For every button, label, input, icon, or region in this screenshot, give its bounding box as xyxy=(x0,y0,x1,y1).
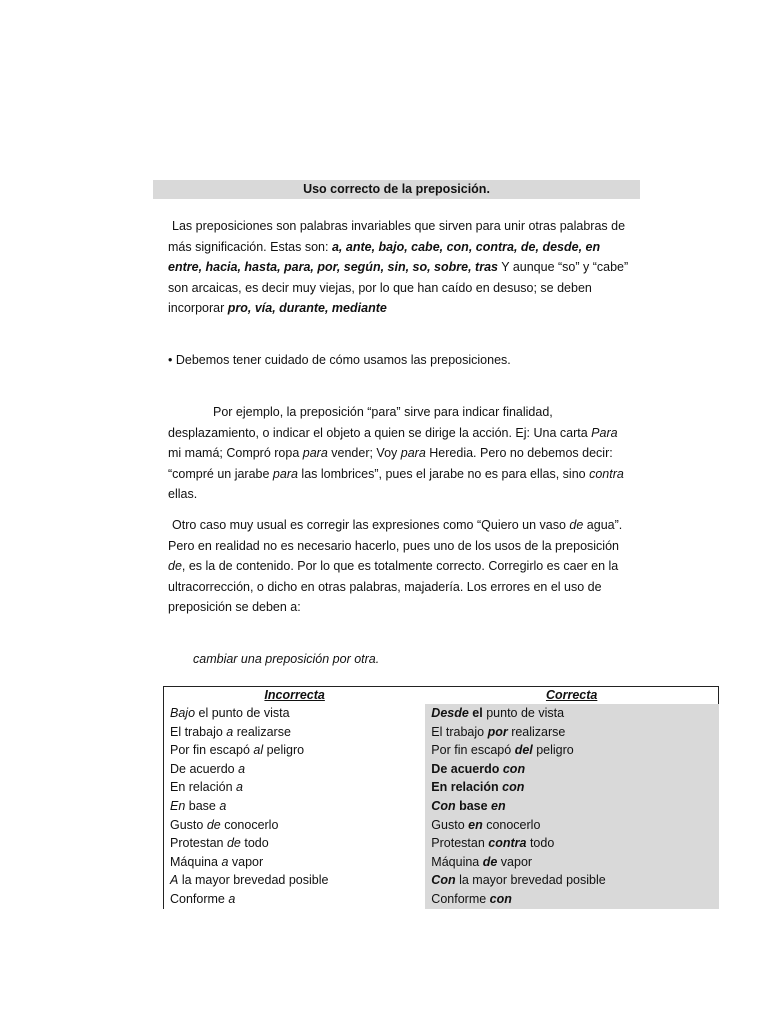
cell-segment: a xyxy=(226,724,234,739)
cell-segment: todo xyxy=(240,836,269,851)
table-body xyxy=(164,704,719,909)
table-row xyxy=(164,797,719,816)
table-row xyxy=(164,816,719,835)
paragraph-example xyxy=(168,402,632,505)
preposition-list: a, ante, bajo, cabe, con, contra, de, desde, en entre, hacia, hasta, para, por, según, sin, so, sobre, tras xyxy=(168,239,601,274)
cell-incorrect xyxy=(164,834,426,853)
bullet-paragraph: • Debemos tener cuidado de cómo usamos las preposiciones. xyxy=(168,353,511,367)
cell-segment: la mayor brevedad posible xyxy=(178,873,329,888)
cell-segment: realizarse xyxy=(233,724,291,739)
cell-segment: Gusto xyxy=(431,817,469,832)
cell-segment: con xyxy=(502,761,526,776)
cell-correct xyxy=(425,741,718,760)
example-text: las lombrices”, pues el jarabe no es para ellas, sino xyxy=(297,466,590,481)
cell-incorrect xyxy=(164,797,426,816)
cell-incorrect xyxy=(164,741,426,760)
table-row xyxy=(164,704,719,723)
cell-segment: conocerlo xyxy=(220,817,279,832)
page-title: Uso correcto de la preposición. xyxy=(153,180,640,199)
example-text: vender; Voy xyxy=(327,446,401,460)
cell-segment: vapor xyxy=(228,854,264,869)
cell-segment: base xyxy=(185,798,220,813)
cell-segment: A xyxy=(170,873,179,888)
cell-correct xyxy=(425,816,718,835)
cell-segment: a xyxy=(238,761,246,776)
example-text: Heredia. Pero no debemos decir: “compré un jarabe xyxy=(168,446,613,481)
cell-correct xyxy=(425,890,718,909)
cell-segment: contra xyxy=(488,836,527,851)
example-text: Por ejemplo, la preposición “para” sirve para indicar finalidad, desplazamiento, o indicar el objeto a quien se dirige la acción. Ej: Una carta xyxy=(168,405,592,440)
cell-segment: Protestan xyxy=(170,836,227,851)
cell-segment: Con xyxy=(431,873,456,888)
paragraph-intro xyxy=(168,216,632,319)
cell-segment: a xyxy=(236,780,243,795)
cell-segment: Por fin escapó xyxy=(431,743,515,758)
cell-segment: Bajo xyxy=(170,706,196,720)
cell-segment: Máquina xyxy=(170,854,222,869)
cell-segment: En relación xyxy=(170,780,237,795)
cell-segment: De acuerdo xyxy=(170,761,239,776)
cell-segment: Con xyxy=(431,798,456,813)
emphasis: de xyxy=(168,559,182,573)
cell-segment: De acuerdo xyxy=(431,761,503,776)
other-case-text: , es la de contenido. Por lo que es totalmente correcto. Corregirlo es caer en la ultracorrección, o dicho en otras palabras, majadería. Los errores en el uso de preposición se deben a: xyxy=(168,559,619,614)
cell-segment: realizarse xyxy=(507,724,566,739)
cell-segment: Por fin escapó xyxy=(170,743,254,758)
cell-correct xyxy=(425,871,718,890)
cell-segment: el punto de vista xyxy=(195,706,290,720)
emphasis: para xyxy=(400,446,426,460)
cell-segment: En xyxy=(170,798,186,813)
cell-segment: el xyxy=(468,706,483,720)
cell-segment: de xyxy=(206,817,221,832)
cell-segment: Conforme xyxy=(431,891,490,906)
example-text: mi mamá; Compró ropa xyxy=(168,446,303,460)
cell-segment: Máquina xyxy=(431,854,483,869)
cell-segment: Desde xyxy=(431,706,469,720)
cell-correct xyxy=(425,760,718,779)
subheading-change-preposition: cambiar una preposición por otra. xyxy=(193,652,380,666)
cell-segment: vapor xyxy=(497,854,533,869)
table-header-row xyxy=(164,687,719,705)
table-row xyxy=(164,834,719,853)
table-row xyxy=(164,723,719,742)
cell-segment: peligro xyxy=(532,743,574,758)
cell-segment: a xyxy=(221,854,229,869)
cell-incorrect xyxy=(164,704,426,723)
emphasis: contra xyxy=(589,466,624,481)
cell-correct xyxy=(425,834,718,853)
table-row xyxy=(164,853,719,872)
cell-incorrect xyxy=(164,723,426,742)
cell-correct xyxy=(425,704,718,723)
cell-segment: a xyxy=(228,891,236,906)
intro-text-2: Y aunque “so” y “cabe” son arcaicas, es decir muy viejas, por lo que han caído en desuso; se deben incorporar xyxy=(168,260,629,315)
emphasis: para xyxy=(272,466,298,481)
cell-incorrect xyxy=(164,890,426,909)
table-row xyxy=(164,871,719,890)
cell-segment: con xyxy=(489,891,512,906)
emphasis: para xyxy=(302,446,328,460)
preposition-list-2: pro, vía, durante, mediante xyxy=(227,301,387,315)
cell-segment: a xyxy=(219,798,227,813)
header-incorrect: Incorrecta xyxy=(164,687,426,705)
cell-segment: al xyxy=(253,743,264,758)
intro-text: Las preposiciones son palabras invariables que sirven para unir otras palabras de más significación. Estas son: xyxy=(168,219,626,254)
cell-incorrect xyxy=(164,853,426,872)
preposition-table xyxy=(163,686,719,909)
cell-segment: conocerlo xyxy=(482,817,541,832)
cell-segment: de xyxy=(226,836,241,851)
cell-incorrect xyxy=(164,778,426,797)
cell-correct xyxy=(425,778,718,797)
cell-segment: en xyxy=(468,817,483,832)
emphasis: Para xyxy=(591,425,618,440)
cell-segment: de xyxy=(482,854,498,869)
cell-segment: con xyxy=(502,780,525,795)
other-case-text: Otro caso muy usual es corregir las expresiones como “Quiero un vaso xyxy=(172,518,570,532)
cell-incorrect xyxy=(164,760,426,779)
table-row xyxy=(164,890,719,909)
cell-segment: la mayor brevedad posible xyxy=(455,873,606,888)
cell-correct xyxy=(425,723,718,742)
cell-correct xyxy=(425,853,718,872)
cell-segment: En relación xyxy=(431,780,503,795)
cell-incorrect xyxy=(164,816,426,835)
cell-incorrect xyxy=(164,871,426,890)
table-row xyxy=(164,778,719,797)
cell-segment: El trabajo xyxy=(170,724,227,739)
cell-segment: Protestan xyxy=(431,836,489,851)
cell-segment: del xyxy=(514,743,533,758)
cell-segment: El trabajo xyxy=(431,724,488,739)
table-row xyxy=(164,741,719,760)
cell-segment: Conforme xyxy=(170,891,229,906)
cell-segment: todo xyxy=(526,836,555,851)
cell-segment: peligro xyxy=(263,743,305,758)
paragraph-other-case xyxy=(168,515,632,618)
header-correct: Correcta xyxy=(425,687,718,705)
table-row xyxy=(164,760,719,779)
other-case-text: agua”. Pero en realidad no es necesario hacerlo, pues uno de los usos de la preposición xyxy=(168,518,623,553)
cell-segment: base xyxy=(455,798,492,813)
emphasis: de xyxy=(569,518,584,532)
cell-segment: punto de vista xyxy=(482,706,565,720)
cell-segment: por xyxy=(487,724,508,739)
cell-segment: en xyxy=(491,798,506,813)
example-text: ellas. xyxy=(168,487,198,501)
cell-segment: Gusto xyxy=(170,817,207,832)
cell-correct xyxy=(425,797,718,816)
